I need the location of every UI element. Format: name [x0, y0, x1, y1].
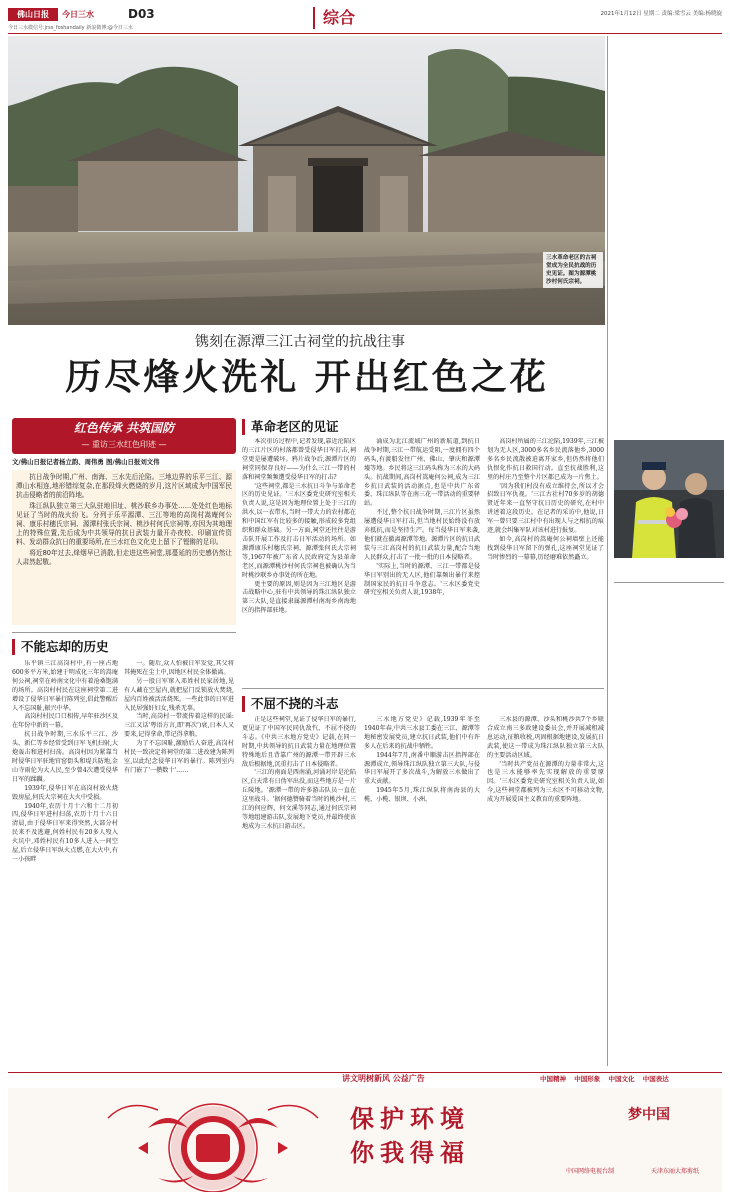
traffic-police-photo [614, 440, 724, 558]
lead-paragraph: 将近80年过去,烽烟早已消散,但走进这些祠堂,那蔓延的历史感仍然让人肃然起敬。 [16, 548, 232, 566]
body-paragraph: 一。随后,众人怕被日军发觉,其父将其掩死在尘土中,因地区村民全体撤离。 [124, 660, 234, 676]
newspaper-logo: 佛山日报 [8, 8, 58, 21]
photo-caption: 三水革命老区的古祠堂成为全民抗战的历史见证。图为源潭桃沙村何氏宗祠。 [543, 252, 603, 288]
public-service-slogan: 讲文明树新风 公益广告 [342, 1074, 425, 1083]
body-paragraph: 1940年,农历十月十六和十二月初四,侵华日军进村扫荡,农历十月十六日清晨,由于侵华日军来得突然,大部分村民来不及逃避,何姓村民有20多人殁入火坑中,邓姓村民有10多人进入一间空屋,后立侵华日军纵火点燃,在大火中,有一小孩畔 [12, 802, 118, 863]
right-story-byline [617, 122, 724, 144]
header-subline: 今日三水微信号:jrss_foshandaily 新浪微博:@今日三水 [8, 25, 133, 31]
divider [242, 688, 604, 689]
body-paragraph: 涌成为北江流域广州的新航道,到抗日战争时期,三江一带航运受阻,一度拥有四个码头,有渡船发往广州、佛山、肇庆和源潭墟等地。乡民将这三江码头称为三水的大码头。抗战期间,高岗村嵩庵何公祠,成为三江乡抗日武装的活动据点,也是中共广东省委、珠江纵队等在南三花一带活动的重要驿站。 [364, 438, 480, 508]
article-byline: 文/佛山日报记者杨立韵、周伟勇 图/佛山日报刘文伟 [12, 458, 160, 466]
right-story2-byline [614, 638, 724, 668]
series-title: 红色传承 共筑国防 [73, 421, 175, 435]
lead-box [12, 470, 236, 625]
body-paragraph: 更主要的原因,则是因为三江地区是游击战略中心,驻有中共领导的珠江纵队独立第三大队,是直接隶属源潭村南海乡南海地区的指挥部驻地。 [242, 580, 356, 615]
body-column [364, 716, 480, 1065]
body-paragraph: 乐平镇三江高岗村中,有一座占地600多平方米,始建于明成化三年的嵩庵何公祠,祠堂在岭南文化中有着沧桑饱满的场所。高岗村村民在这座祠堂第二进增设了侵华日军暴行陈列室,倡此警醒后人不忘国耻,振兴中华。 [12, 660, 118, 712]
page-number: D03 [128, 7, 155, 21]
ad-series-links: 中国精神 中国形象 中国文化 中国表达 [540, 1075, 669, 1083]
section-title: 综合 [313, 7, 355, 29]
main-headline: 历尽烽火洗礼 开出红色之花 [65, 357, 549, 398]
series-banner [12, 418, 236, 454]
ancestral-hall-photo [8, 36, 605, 325]
body-column [242, 438, 356, 683]
body-paragraph: 不过,整个抗日战争时期,三江片区虽然屡遭侵华日军打击,但当地村民始终没有放弃抵抗,而是坚持生产。每当侵华日军来袭,他们就在撤离源潭等地。源潭片区的抗日武装与三江高岗村的抗日武装力量,配合当地人民群众,打击了一批一批的日本侵略者。 [364, 509, 480, 561]
ad-slogan-line2: 你我得福 [350, 1139, 470, 1167]
kicker-headline: 镌刻在源潭三江古祠堂的抗战往事 [195, 334, 405, 350]
subhead-history: 不能忘却的历史 [12, 639, 109, 655]
body-paragraph: 高岗村村民口口相传,早年驻沙区及在年份中新的一幕。 [12, 713, 118, 730]
body-paragraph: '当时共产党员在源潭的力量非常大,这也是三水能够率先实现解放的重要原因。'三水区委党史研究室相关负责人说,如今,这些祠堂都被列为三水区不可移动文物,成为开展爱国主义教育的重要阵地。 [487, 760, 604, 804]
body-paragraph: 如今,高岗村的嵩庵何公祠墙壁上还能找到侵华日军留下的弹孔,这座祠堂见证了当时惨烈的一幕幕,历经磨难依然矗立。 [487, 535, 604, 561]
body-paragraph: 1939年,侵华日军在高岗村放火烧毁房屋,何氏大宗祠在大火中受损。 [12, 784, 118, 801]
body-paragraph: '因为我们村没有成立维持会,所以才会招致日军仇视。'三江古社村70多岁的胡德贤近年来一直坚守抗日历史的研究,在村中讲述着这段历史。在记者的采访中,他说,日军一曾只要三江村中有出现人与之相抗的痕迹,就会纠集军队对该村进行报复。 [487, 482, 604, 535]
dream-china-logo: 梦中国 [628, 1107, 670, 1123]
body-column [364, 438, 480, 683]
body-paragraph: '这些祠堂,都是三水抗日斗争与革命老区的历史见证。'三水区委党史研究室相关负责人说,这是因为地理位置上处于三江的洪水,以一衣带水,当时一带大力的农村都在和中国红军有比较多的接触,形成较多党组织和群众基础。另一方面,祠堂还往往是游击队开展工作及打击日军活动的场所。如源潭康乐村穗氏宗祠、源潭张何氏大宗祠等,1967年被广东省人民政府定为县革命老区,而源潭桃沙村何氏宗祠也被确认为当时桃沙联乡办事处的所在地。 [242, 482, 356, 579]
body-column [242, 716, 356, 1065]
body-paragraph: '实际上,当时的源潭、三江一带都是侵华日军别出的无人区,他们靠频出暴行来控制国家民的抗日斗争意志。'三水区委党史研究室相关负责人说,1938年, [364, 562, 480, 597]
body-column [487, 716, 604, 1065]
body-paragraph: 1944年7月,南番中顺游击区指挥部在源潭成立,领导珠江纵队独立第三大队,与侵华日军展开了多次战斗,为解放三水做出了重大贡献。 [364, 751, 480, 786]
lead-paragraph: 抗日战争时期,广州、南海、三水先后沦陷。三地边界的乐平三江、源潭山水相连,地形错综复杂,在那段烽火燃烧的岁月,这片区域成为中国军民抗击侵略者的前沿阵地。 [16, 473, 232, 500]
subhead-revolutionary-area: 革命老区的见证 [242, 419, 339, 435]
page-header [8, 6, 722, 34]
body-paragraph: '三江的南面是西南涌,河涌对岸是沦陷区,白天常有日伪军出没,而这些地方是一片丘陵地。'源潭一带的许多游击队员一直在这里战斗。'据何德赞骑着当时的桃沙村,三江的何应辉、何文溪等同志,通过何氏宗祠等地组建游击队,发展地下党员,并最终使该地成为三水抗日游击区。 [242, 769, 356, 830]
body-paragraph: 当时,高岗村一带流传着这样的民谣:三江又话'粤语方言,即'再次')衰,日本人又要来,记得拿命,带记得拿粮。 [124, 713, 234, 739]
subhead-struggle: 不屈不挠的斗志 [242, 696, 339, 712]
series-subtitle: — 重访三水红色印迹 — [81, 440, 167, 449]
ad-artist: 天津东丽大郑剪纸 [651, 1168, 700, 1175]
body-column [487, 438, 604, 683]
body-paragraph: 高岗村所属的三江沦陷,1939年,三江被划为无人区,3000多名乡民流落他乡,3000多名乡民流散被迫离开家乡,但仍然将他们仇恨化作抗日救国行动。直至抗战胜利,这里的村庄乃至整个片区都已成为一片焦土。 [487, 438, 604, 481]
column-divider [607, 36, 608, 1066]
body-paragraph: 1945年5月,珠江纵队将南海县的大榄、小榄、银坝、小洲、 [364, 787, 480, 804]
body-paragraph: 正是这些祠堂,见证了侵华日军的暴行,更见证了中国军民同仇敌忾、不屈不挠的斗志。《中共三水地方党史》记载,在同一时期,中共领导的抗日武装力量在地理位置特殊地后且背靠广州的源潭一带开辟三水敌后根据地,沉重打击了日本侵略者。 [242, 716, 356, 768]
divider [12, 632, 236, 633]
right-story2-body [614, 670, 724, 1066]
body-paragraph: 为了不忘国耻,激励后人奋进,高岗村村民一致决定将祠堂的第二进改建为陈列室,以此纪念侵华日军的暴行。陈列室内有门嵌了'一攒数十'…… [124, 740, 234, 774]
body-paragraph: 抗日战争时期,三水乐平三江、沙头、新仁等乡经常受到日军飞机扫射,大炮轰击和进村扫荡。高岗村因为紧靠当时侵华日军驻地官窑街头和堤兵防地,金山寺雨伦为大人民,至少曾4次遭受侵华日军的蹂躏。 [12, 731, 118, 783]
ad-producer: 中国网络电视台制 [566, 1168, 615, 1175]
body-paragraph: 三水地方党史》记载,1939年冬至1940年春,中共三水县工委在三江、源潭等地秘密发展党员,建立抗日武装,他们中有许多人在后来的抗战中牺牲。 [364, 716, 480, 750]
date-line: 2021年1月12日 星期二 责编:梁雪云 美编:杨晓旋 [600, 11, 722, 17]
divider [614, 582, 724, 583]
right-story-body [614, 150, 724, 434]
body-paragraph: 三水县的源潭、沙头和桃沙共7个乡联合成立南三多政建设委员会,并开展减租减息运动,征粮收税,巩固根据地建设,发展抗日武装,使这一带成为珠江纵队独立第三大队的主要活动区域。 [487, 716, 604, 759]
body-paragraph: 本次重访过程中,记者发现,靠近沦陷区的三江片区的村落都曾受侵华日军打击,祠堂更是屡遭破坏。鸦片战争后,源潭片区的祠堂同保存良好——为什么三江一带的村落和祠堂频频遭受侵华日军的打击? [242, 438, 356, 481]
body-column [12, 660, 118, 1065]
ad-slogan-line1: 保护环境 [350, 1105, 470, 1133]
body-paragraph: 另一股日军窜入邓姓村民家居地,见有人藏在空屋内,就把屋门反锁放火焚烧,屋内百姓被活活烧死。一些此事的日军进入民居强奸妇女,残杀无辜。 [124, 677, 234, 712]
edition-name: 今日三水 [62, 9, 94, 19]
body-column [124, 660, 234, 1065]
lead-paragraph: 珠江纵队独立第三大队驻地旧址、桃沙联乡办事处……处处红色地标见证了当时的战火纷飞。分列于乐平源潭、三江等地的高岗村嵩庵何公祠、康乐村穗氏宗祠、源潭村张氏宗祠、桃沙村何氏宗祠等,亦因为其地理上的特殊位置,先后成为中共领导的抗日武装力量开办夜校、印刷宣传资料、发动群众抗日的重要场所,在三水红色文化史上留下了铿锵的足印。 [16, 501, 232, 547]
